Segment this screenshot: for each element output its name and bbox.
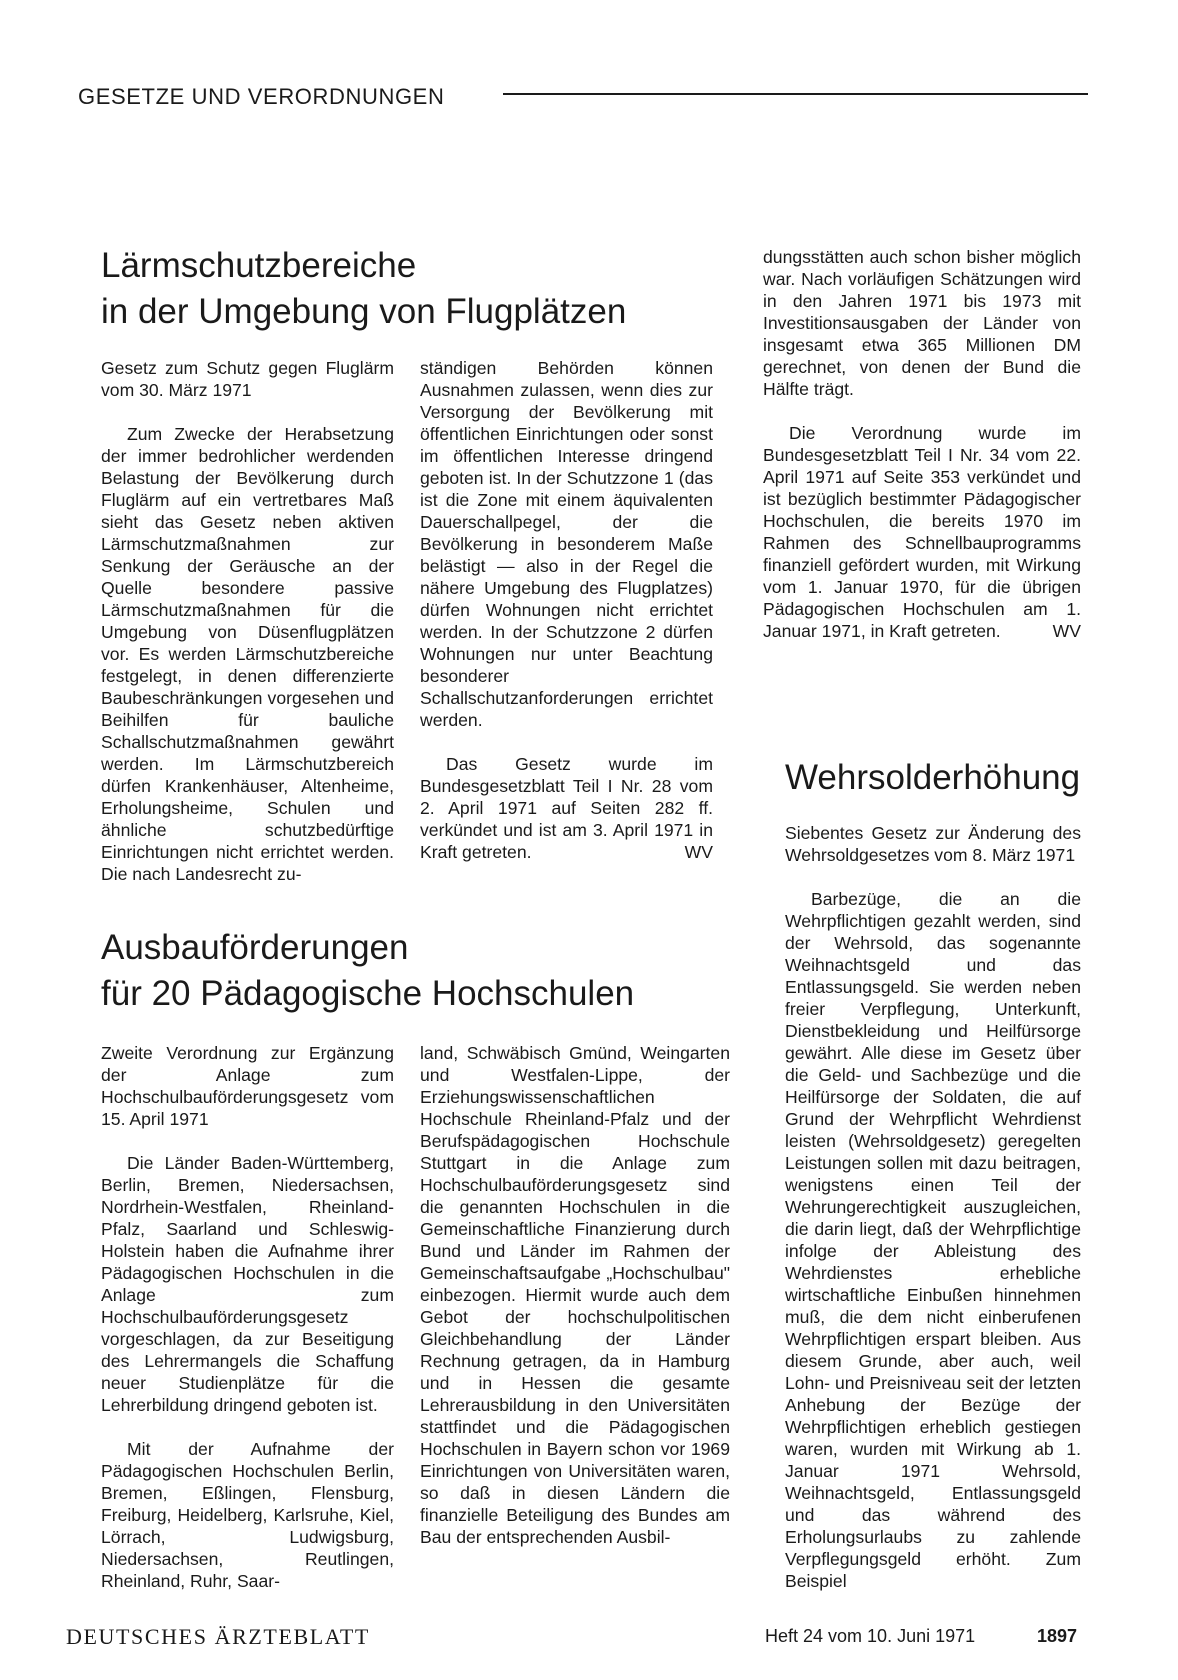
article2-paragraph: Mit der Aufnahme der Pädagogischen Hochschulen Berlin, Bremen, Eßlingen, Flensburg, Freiburg, Heidelberg, Karlsruhe, Kiel, Lörrach, Ludwigsburg, Niedersachsen, Reutlingen, Rheinland, Ruhr, Saar- (101, 1439, 394, 1591)
page-number: 1897 (1037, 1626, 1078, 1646)
article1-col2 (420, 357, 713, 863)
article2-subtitle: Zweite Verordnung zur Ergänzung der Anlage zum Hochschulbauförderungsgesetz vom 15. April 1971 (101, 1043, 394, 1129)
article1-title (101, 243, 721, 335)
author-signature: WV (684, 842, 713, 862)
article1-title-line2: in der Umgebung von Flugplätzen (101, 292, 627, 331)
journal-name: DEUTSCHES ÄRZTEBLATT (66, 1624, 370, 1649)
article2-continuation (763, 246, 1081, 642)
article1-paragraph (420, 753, 713, 863)
article1-closing-text: Das Gesetz wurde im Bundesgesetzblatt Teil I Nr. 28 vom 2. April 1971 auf Seiten 282 ff. verkündet und ist am 3. April 1971 in Kraft getreten. (420, 754, 713, 862)
article2-paragraph (763, 422, 1081, 642)
issue-info: Heft 24 vom 10. Juni 1971 (765, 1626, 976, 1646)
article1-col1 (101, 357, 394, 885)
article2-title (101, 925, 741, 1017)
article1-paragraph: ständigen Behörden können Ausnahmen zulassen, wenn dies zur Versorgung der Bevölkerung mit öffentlichen Einrichtungen oder sonst im öffentlichen Interesse dringend geboten ist. In der Schutzzone 1 (das ist die Zone mit einem äquivalenten Dauerschallpegel, der die Bevölkerung in besonderem Maße belästigt — also in der Regel die nähere Umgebung des Flugplatzes) dürfen Wohnungen nicht errichtet werden. In der Schutzzone 2 dürfen Wohnungen nur unter Beachtung besonderer Schallschutzanforderungen errichtet werden. (420, 358, 713, 730)
article2-col1 (101, 1042, 394, 1592)
article2-title-line2: für 20 Pädagogische Hochschulen (101, 974, 635, 1013)
section-heading: GESETZE UND VERORDNUNGEN (78, 84, 445, 109)
article2-col2 (420, 1042, 730, 1548)
article1-subtitle: Gesetz zum Schutz gegen Fluglärm vom 30. März 1971 (101, 358, 394, 400)
article3-body (785, 822, 1081, 1592)
header-rule (503, 93, 1088, 95)
article2-paragraph: land, Schwäbisch Gmünd, Weingarten und Westfalen-Lippe, der Erziehungswissenschaftlichen Hochschule Rheinland-Pfalz und der Berufspädagogischen Hochschule Stuttgart in die Anlage zum Hochschulbauförderungsgesetz sind die genannten Hochschulen in die Gemeinschaftliche Finanzierung durch Bund und Länder im Rahmen der Gemeinschaftsaufgabe „Hochschulbau" einbezogen. Hiermit wurde auch dem Gebot der hochschulpolitischen Gleichbehandlung der Länder Rechnung getragen, da in Hamburg und in Hessen die gesamte Lehrerausbildung in den Universitäten stattfindet und die Pädagogischen Hochschulen in Bayern schon vor 1969 Einrichtungen von Universitäten waren, so daß in diesen Ländern die finanzielle Beteiligung des Bundes am Bau der entsprechenden Ausbil- (420, 1043, 730, 1547)
article2-paragraph: Die Länder Baden-Württemberg, Berlin, Bremen, Niedersachsen, Nordrhein-Westfalen, Rheinland-Pfalz, Saarland und Schleswig-Holstein haben die Aufnahme ihrer Pädagogischen Hochschulen in die Anlage zum Hochschulbauförderungsgesetz vorgeschlagen, da zur Beseitigung des Lehrermangels die Schaffung neuer Studienplätze für die Lehrerbildung dringend geboten ist. (101, 1153, 394, 1415)
article3-subtitle: Siebentes Gesetz zur Änderung des Wehrsoldgesetzes vom 8. März 1971 (785, 823, 1081, 865)
article2-title-line1: Ausbauförderungen (101, 928, 409, 967)
article3-paragraph: Barbezüge, die an die Wehrpflichtigen gezahlt werden, sind der Wehrsold, das sogenannte Weihnachtsgeld und das Entlassungsgeld. Sie werden neben freier Verpflegung, Unterkunft, Dienstbekleidung und Heilfürsorge gewährt. Alle diese im Gesetz über die Geld- und Sachbezüge und die Heilfürsorge der Soldaten, die auf Grund der Wehrpflicht Wehrdienst leisten (Wehrsoldgesetz) geregelten Leistungen sollen mit dazu beitragen, wenigstens einen Teil der Wehrungerechtigkeit auszugleichen, die darin liegt, daß der Wehrpflichtige infolge der Ableistung des Wehrdienstes erhebliche wirtschaftliche Einbußen hinnehmen muß, die dem nicht einberufenen Wehrpflichtigen erspart bleiben. Aus diesem Grunde, aber auch, weil Lohn- und Preisniveau seit der letzten Anhebung der Bezüge der Wehrpflichtigen erheblich gestiegen waren, wurden mit Wirkung ab 1. Januar 1971 Wehrsold, Weihnachtsgeld, Entlassungsgeld und das während des Erholungsurlaubs zu zahlende Verpflegungsgeld erhöht. Zum Beispiel (785, 889, 1081, 1591)
author-signature: WV (1052, 621, 1081, 641)
article2-paragraph: dungsstätten auch schon bisher möglich war. Nach vorläufigen Schätzungen wird in den Jahren 1971 bis 1973 mit Investitionsausgaben der Länder von insgesamt etwa 365 Millionen DM gerechnet, von denen der Bund die Hälfte trägt. (763, 247, 1081, 399)
article1-paragraph: Zum Zwecke der Herabsetzung der immer bedrohlicher werdenden Belastung der Bevölkerung durch Fluglärm auf ein vertretbares Maß sieht das Gesetz neben aktiven Lärmschutzmaßnahmen zur Senkung der Geräusche an der Quelle besondere passive Lärmschutzmaßnahmen für die Umgebung von Düsenflugplätzen vor. Es werden Lärmschutzbereiche festgelegt, in denen differenzierte Baubeschränkungen vorgesehen und Beihilfen für bauliche Schallschutzmaßnahmen gewährt werden. Im Lärmschutzbereich dürfen Krankenhäuser, Altenheime, Erholungsheime, Schulen und ähnliche schutzbedürftige Einrichtungen nicht errichtet werden. Die nach Landesrecht zu- (101, 424, 394, 884)
article1-title-line1: Lärmschutzbereiche (101, 246, 417, 285)
article3-title: Wehrsolderhöhung (785, 758, 1081, 797)
article2-closing-text: Die Verordnung wurde im Bundesgesetzblatt Teil I Nr. 34 vom 22. April 1971 auf Seite 353 verkündet und ist bezüglich bestimmter Pädagogischer Hochschulen, die bereits 1970 im Rahmen des Schnellbauprogramms finanziell gefördert wurden, mit Wirkung vom 1. Januar 1970, für die übrigen Pädagogischen Hochschulen am 1. Januar 1971, in Kraft getreten. (763, 423, 1081, 641)
